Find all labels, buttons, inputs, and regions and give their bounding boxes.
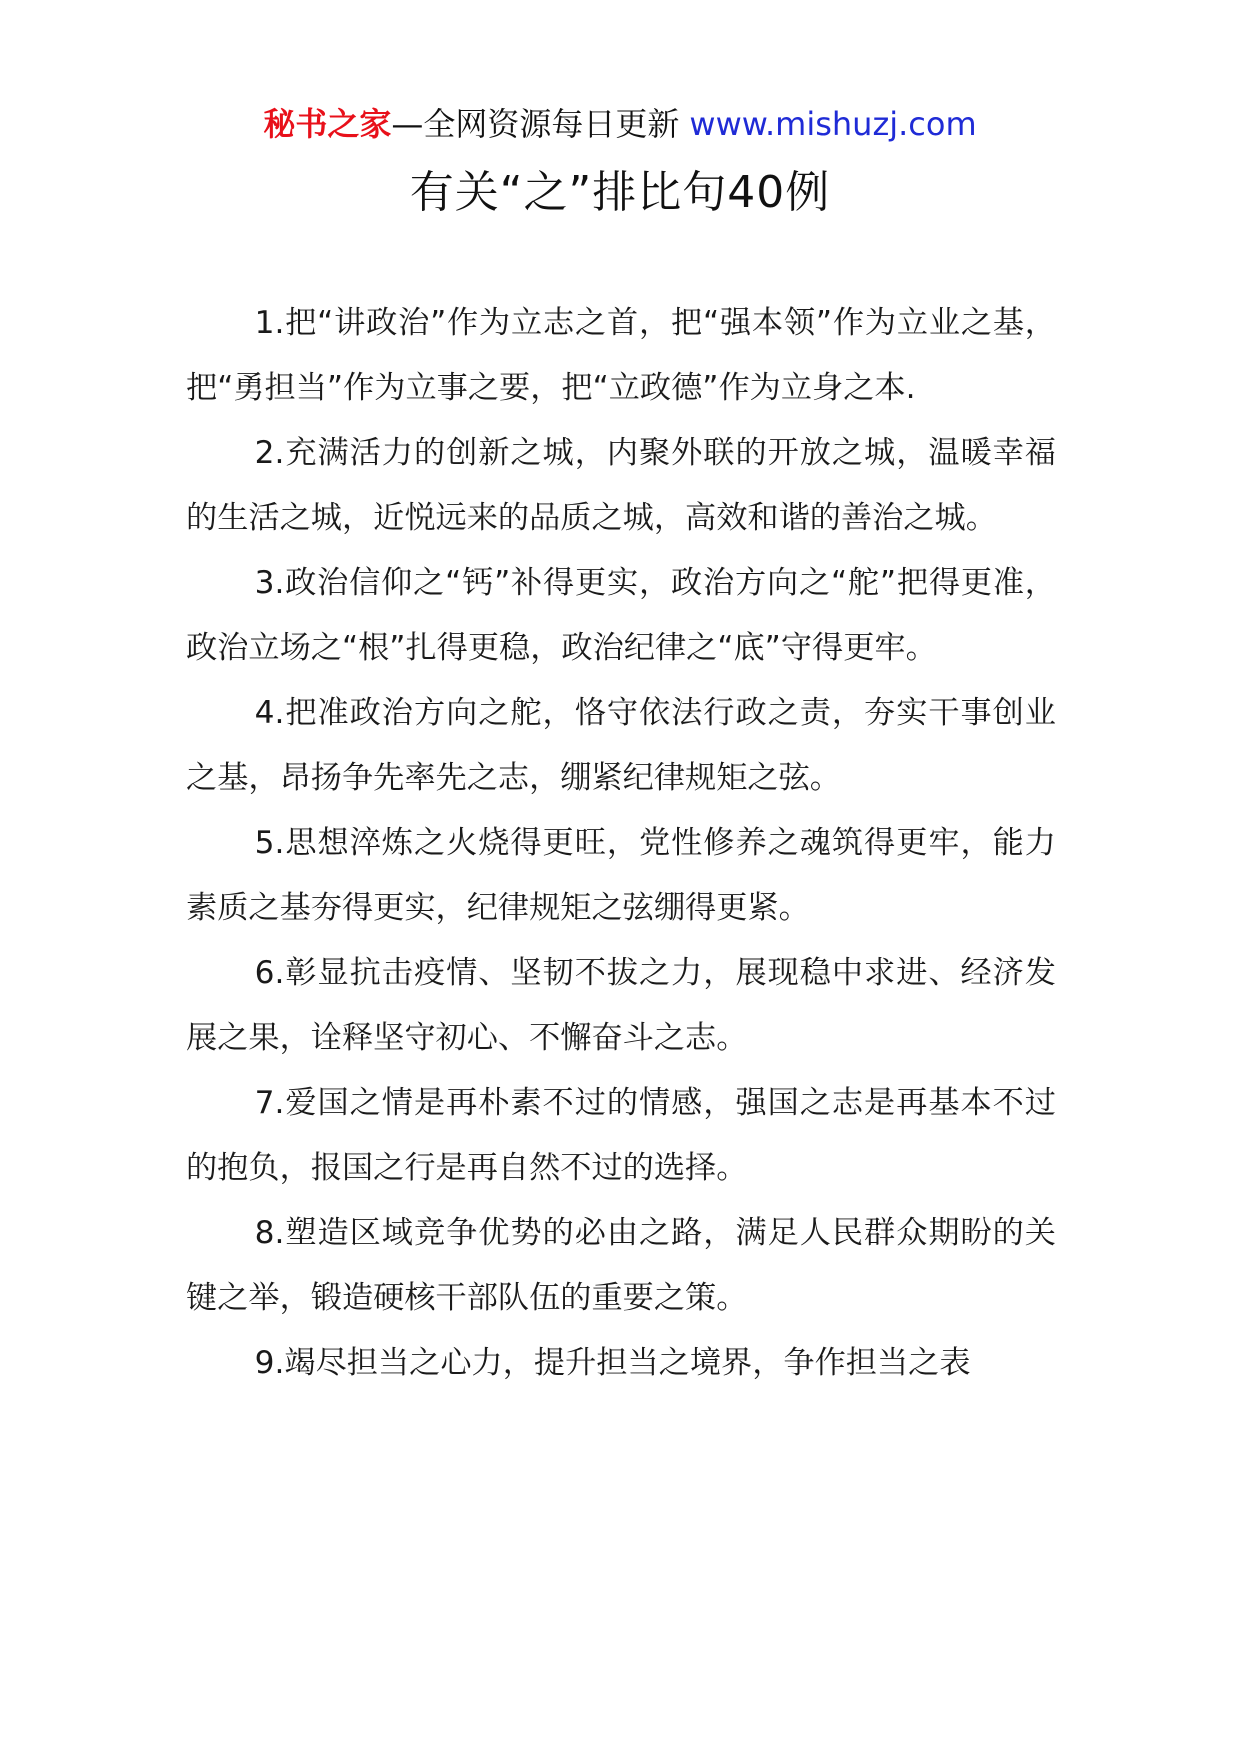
- paragraph-2: 2.充满活力的创新之城，内聚外联的开放之城，温暖幸福的生活之城，近悦远来的品质之城，高效和谐的善治之城。: [186, 435, 1056, 536]
- document-body: [186, 291, 1056, 1396]
- site-header: [0, 100, 1240, 148]
- paragraph-4: 4.把准政治方向之舵，恪守依法行政之责，夯实干事创业之基，昂扬争先率先之志，绷紧纪律规矩之弦。: [186, 695, 1056, 796]
- document-title: 有关“之”排比句40例: [409, 167, 831, 218]
- header-slogan: —全网资源每日更新: [391, 105, 680, 143]
- paragraph-1: 1.把“讲政治”作为立志之首，把“强本领”作为立业之基，把“勇担当”作为立事之要，把“立政德”作为立身之本.: [186, 305, 1056, 406]
- paragraph-5: 5.思想淬炼之火烧得更旺，党性修养之魂筑得更牢，能力素质之基夯得更实，纪律规矩之弦绷得更紧。: [186, 825, 1056, 926]
- paragraph-7: 7.爱国之情是再朴素不过的情感，强国之志是再基本不过的抱负，报国之行是再自然不过的选择。: [186, 1085, 1056, 1186]
- paragraph-8: 8.塑造区域竞争优势的必由之路，满足人民群众期盼的关键之举，锻造硬核干部队伍的重要之策。: [186, 1215, 1056, 1316]
- paragraph-6: 6.彰显抗击疫情、坚韧不拔之力，展现稳中求进、经济发展之果，诠释坚守初心、不懈奋斗之志。: [186, 955, 1056, 1056]
- site-url-link[interactable]: www.mishuzj.com: [689, 105, 977, 143]
- brand-name: 秘书之家: [263, 105, 392, 143]
- paragraph-9: 9.竭尽担当之心力，提升担当之境界，争作担当之表: [254, 1345, 971, 1381]
- paragraph-3: 3.政治信仰之“钙”补得更实，政治方向之“舵”把得更准，政治立场之“根”扎得更稳，政治纪律之“底”守得更牢。: [186, 565, 1056, 666]
